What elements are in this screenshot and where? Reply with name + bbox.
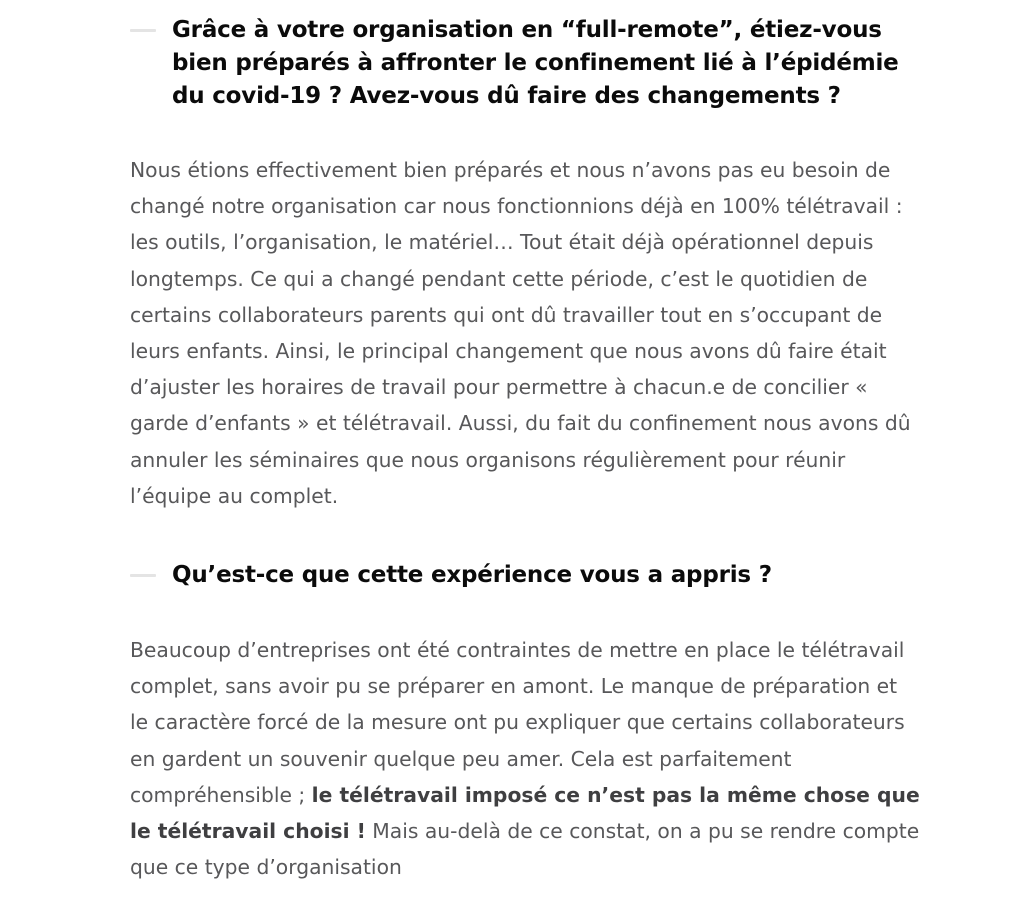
- paragraph-preparation-answer: Nous étions effectivement bien préparés et nous n’avons pas eu besoin de changé notre organisation car nous fonctionnions déjà en 100% télétravail : les outils, l’organisation, le matériel… Tout était déjà opérationnel depuis longtemps. Ce qui a changé pendant cette période, c’est le quotidien de certains collaborateurs parents qui ont dû travailler tout en s’occupant de leurs enfants. Ainsi, le principal changement que nous avons dû faire était d’ajuster les horaires de travail pour permettre à chacun.e de concilier « garde d’enfants » et télétravail. Aussi, du fait du confinement nous avons dû annuler les séminaires que nous organisons régulièrement pour réunir l’équipe au complet.: [130, 158, 911, 508]
- heading-lessons-learned: Qu’est-ce que cette expérience vous a appris ?: [172, 562, 772, 589]
- paragraph-lessons-answer: [130, 632, 920, 885]
- heading-dash-decoration: [130, 574, 156, 577]
- section-heading-preparation: [130, 14, 920, 113]
- heading-dash-decoration: [130, 29, 156, 32]
- paragraph-text-intro: Beaucoup d’entreprises ont été contraintes de mettre en place le télétravail complet, sans avoir pu se préparer en amont. Le manque de préparation et le caractère forcé de la mesure ont pu expliquer que certains collaborateurs en gardent un souvenir quelque peu amer. Cela est parfaitement compréhensible ;: [130, 638, 905, 807]
- heading-covid-preparation: Grâce à votre organisation en “full-remote”, étiez-vous bien préparés à affronter le confinement lié à l’épidémie du covid-19 ? Avez-vous dû faire des changements ?: [172, 17, 899, 109]
- paragraph-text-continuation: Mais au-delà de ce constat, on a pu se rendre compte que ce type d’organisation: [130, 819, 920, 880]
- paragraph-bold-emphasis: le télétravail imposé ce n’est pas la même chose que le télétravail choisi !: [130, 782, 920, 844]
- section-heading-lessons: [130, 559, 920, 592]
- article-content: [130, 14, 920, 885]
